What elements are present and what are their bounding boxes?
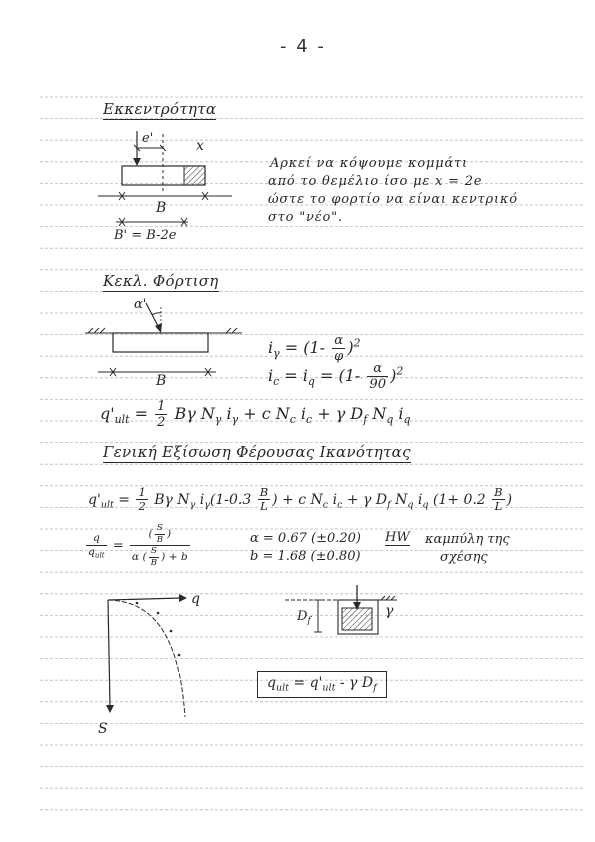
formula-text: i <box>295 404 307 424</box>
formula-fraction <box>155 400 167 429</box>
formula-text: i <box>195 491 205 508</box>
unit-weight-label: γ <box>385 603 394 619</box>
net-bearing-capacity-formula <box>257 671 387 698</box>
coefficient-b: b = 1.68 (±0.80) <box>250 549 361 564</box>
formula-subscript: ult <box>100 499 114 511</box>
formula-text: - γ D <box>335 675 374 691</box>
load-settlement-graph <box>95 585 215 740</box>
inclination-angle-label: α' <box>134 297 147 312</box>
formula-text: 2 <box>157 415 166 431</box>
formula-superscript: 2 <box>396 364 404 378</box>
width-label: B <box>156 373 167 389</box>
fraction-denominator <box>136 500 147 512</box>
s-axis <box>106 600 114 713</box>
formula-text: q <box>92 531 100 545</box>
formula-text: q' <box>100 404 115 424</box>
inclined-load-heading: Κεκλ. Φόρτιση <box>103 272 219 290</box>
formula-text: ) <box>167 527 172 541</box>
formula-text: 2 <box>138 499 146 514</box>
general-bearing-capacity-formula <box>88 487 512 513</box>
formula-fraction <box>149 547 159 567</box>
fraction-denominator <box>149 558 159 568</box>
formula-text: ) <box>390 366 397 386</box>
formula-fraction <box>86 533 107 558</box>
fraction-numerator <box>492 487 504 500</box>
load-settlement-curve <box>108 600 185 717</box>
formula-text: = (1- <box>314 366 366 386</box>
formula-text: Bγ N <box>149 491 190 508</box>
reduced-width-formula: B' = B-2e <box>114 228 177 243</box>
depth-label <box>297 610 311 626</box>
ground-surface <box>85 328 242 333</box>
formula-text: 1 <box>138 485 146 499</box>
formula-fraction <box>130 524 190 568</box>
inclined-load-diagram <box>80 295 250 390</box>
formula-fraction <box>367 362 388 391</box>
formula-subscript: c <box>273 374 280 388</box>
formula-text: α <box>334 333 344 348</box>
cut-width-label: x <box>196 138 204 154</box>
eccentricity-note-line: Αρκεί να κόψουμε κομμάτι <box>270 156 468 171</box>
formula-text: = <box>129 404 154 424</box>
s-axis-label: S <box>98 721 108 737</box>
formula-text: B <box>259 485 269 499</box>
formula-text: + γ D <box>342 491 388 508</box>
inclination-factor-c-q <box>268 362 403 391</box>
formula-subscript: c <box>337 499 343 511</box>
formula-text: 90 <box>369 377 387 393</box>
formula-subscript: γ <box>273 346 280 360</box>
formula-fraction <box>492 487 504 513</box>
formula-text: S <box>150 546 157 557</box>
eccentricity-note-line: ώστε το φορτίο να είναι κεντρικό <box>268 192 518 207</box>
homework-note-line: σχέσης <box>440 550 488 565</box>
fraction-denominator <box>258 500 270 512</box>
formula-subscript: f <box>307 616 311 627</box>
inclined-load-arrow <box>146 303 162 333</box>
formula-subscript: γ <box>231 412 239 426</box>
formula-subscript: ult <box>322 682 336 694</box>
formula-text: ( <box>148 527 153 541</box>
formula-subscript: γ <box>189 499 196 511</box>
formula-subscript: γ <box>204 499 210 511</box>
width-dimension <box>98 192 232 200</box>
formula-text: Bγ N <box>169 404 215 424</box>
formula-text: S <box>156 523 163 533</box>
fraction-numerator <box>130 524 190 546</box>
formula-text: q <box>88 544 95 558</box>
q-axis-label: q <box>191 591 200 607</box>
formula-superscript: 2 <box>353 336 361 350</box>
formula-text: i <box>268 338 274 358</box>
formula-subscript: f <box>387 499 391 511</box>
formula-subscript: f <box>363 412 368 426</box>
formula-text: i <box>393 404 404 424</box>
fraction-numerator <box>367 362 388 377</box>
formula-text: q' <box>88 491 101 508</box>
footing-block <box>342 608 372 630</box>
fraction-numerator <box>155 400 167 415</box>
fraction-numerator <box>155 524 165 535</box>
fraction-numerator <box>136 487 147 500</box>
ground-surface <box>285 596 397 600</box>
inclined-bearing-capacity-formula <box>100 400 410 429</box>
footing-outline <box>113 333 208 352</box>
fraction-denominator <box>130 546 190 567</box>
formula-text: L <box>494 499 503 514</box>
fraction-numerator <box>258 487 270 500</box>
fraction-numerator <box>332 334 345 349</box>
formula-text: ) + c N <box>272 491 323 508</box>
formula-fraction <box>332 334 345 363</box>
formula-fraction <box>136 487 147 513</box>
formula-subscript: q <box>422 499 429 511</box>
formula-subscript: ult <box>275 682 289 694</box>
formula-subscript: ult <box>94 550 105 560</box>
formula-text: = (1- <box>279 338 331 358</box>
formula-subscript: c <box>322 499 329 511</box>
formula-subscript: c <box>289 412 296 426</box>
cut-section-hatch <box>184 166 205 185</box>
formula-text: i <box>413 491 423 508</box>
formula-text: B <box>156 534 164 545</box>
formula-text: = <box>113 491 135 508</box>
formula-text: = <box>108 538 128 554</box>
formula-text: i <box>221 404 232 424</box>
coefficient-a: α = 0.67 (±0.20) <box>250 531 361 546</box>
general-equation-heading: Γενική Εξίσωση Φέρουσας Ικανότητας <box>103 443 411 461</box>
formula-subscript: c <box>306 412 313 426</box>
formula-text: α <box>373 361 383 376</box>
formula-text: + γ D <box>312 404 364 424</box>
formula-fraction <box>258 487 270 513</box>
width-label: B <box>156 200 167 216</box>
formula-text: N <box>367 404 387 424</box>
formula-text: = q' <box>288 675 323 691</box>
angle-arc <box>152 313 161 315</box>
formula-text: φ <box>334 349 344 365</box>
load-settlement-ratio-formula <box>84 524 192 568</box>
eccentricity-note-line: στο "νέο". <box>268 210 343 225</box>
homework-note-line: καμπύλη της <box>425 532 510 547</box>
formula-text: + c N <box>238 404 290 424</box>
formula-text: α ( <box>131 550 147 564</box>
page-number: - 4 - <box>280 36 326 57</box>
formula-subscript: γ <box>214 412 222 426</box>
formula-text: i <box>268 366 274 386</box>
formula-subscript: q <box>386 412 394 426</box>
fraction-numerator <box>149 547 159 558</box>
fraction-denominator <box>155 415 167 429</box>
formula-subscript: q <box>307 374 315 388</box>
formula-text: B <box>494 485 503 499</box>
fraction-denominator <box>492 500 504 512</box>
formula-text: q <box>267 675 276 691</box>
fraction-denominator <box>155 535 165 545</box>
formula-fraction <box>155 524 165 544</box>
formula-subscript: q <box>407 499 414 511</box>
load-arrow <box>353 585 361 610</box>
formula-text: N <box>390 491 408 508</box>
formula-subscript: ult <box>114 412 130 426</box>
formula-text: 1 <box>157 399 166 414</box>
fraction-denominator <box>367 377 388 391</box>
formula-text: ) <box>347 338 354 358</box>
formula-text: (1+ 0.2 <box>428 491 491 508</box>
homework-tag: HW <box>385 530 410 545</box>
formula-subscript: f <box>373 682 377 694</box>
formula-text: ) <box>506 491 513 508</box>
formula-text: i <box>328 491 338 508</box>
depth-dimension <box>314 600 322 632</box>
formula-text: L <box>260 499 268 514</box>
formula-text: = i <box>279 366 308 386</box>
eccentricity-diagram <box>90 128 240 238</box>
eccentricity-note-line: από το θεμέλιο ίσο με x = 2e <box>268 174 483 189</box>
eccentricity-label: e' <box>142 131 154 146</box>
eccentricity-heading: Εκκεντρότητα <box>103 100 217 118</box>
reduced-width-dimension <box>116 218 188 226</box>
formula-text: (1-0.3 <box>209 491 256 508</box>
inclination-factor-gamma <box>268 334 360 363</box>
fraction-denominator <box>86 546 107 559</box>
formula-subscript: q <box>403 412 411 426</box>
formula-text: D <box>297 609 308 624</box>
formula-text: B <box>150 558 158 569</box>
formula-text: ) + b <box>161 550 188 564</box>
